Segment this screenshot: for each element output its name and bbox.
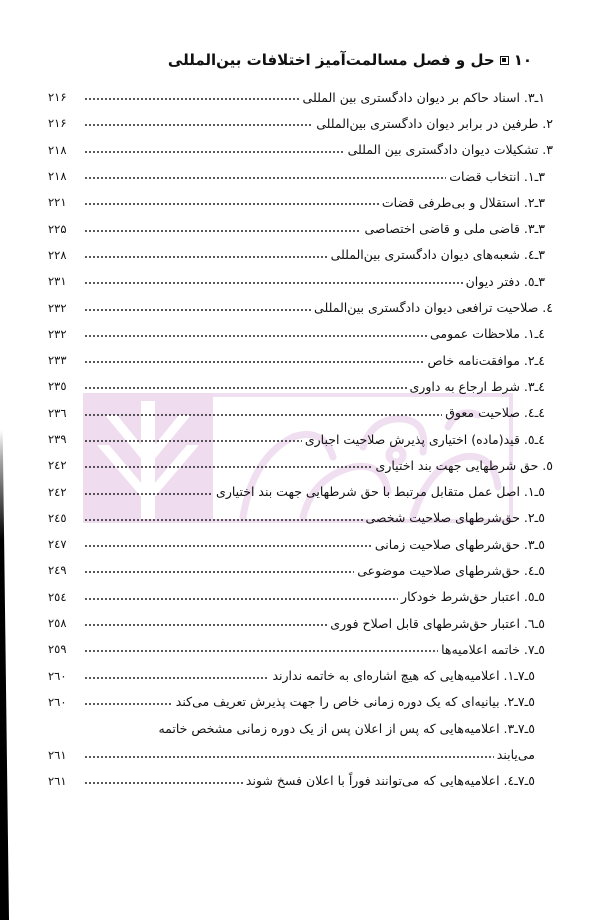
toc-page-number: ۲۱۸ xyxy=(48,142,67,157)
toc-entry[interactable] xyxy=(48,268,553,294)
toc-page-number: ۲۱۶ xyxy=(48,116,67,131)
toc-entry-title: ۳ـ٥. دفتر دیوان xyxy=(465,273,545,289)
toc-entry[interactable] xyxy=(48,557,553,583)
toc-entry[interactable] xyxy=(48,110,553,136)
toc-page-number: ۲٦۰ xyxy=(48,694,67,709)
toc-entry[interactable] xyxy=(48,636,553,662)
toc-entry-title: ٤ـ۱. ملاحظات عمومی xyxy=(430,326,545,342)
dot-leader xyxy=(84,489,213,499)
toc-page-number: ۲٦۱ xyxy=(48,773,67,788)
toc-entry-title: ٥ـ٥. اعتبار حق‌شرط خودکار xyxy=(401,589,545,605)
dot-leader xyxy=(84,94,300,104)
toc-page-number: ۲٤٥ xyxy=(48,510,67,525)
toc-page-number: ۲٤۷ xyxy=(48,537,67,552)
dot-leader xyxy=(84,199,379,209)
toc-entry[interactable] xyxy=(48,294,553,320)
toc-entry[interactable] xyxy=(48,84,553,110)
toc-page-number: ۲۳٦ xyxy=(48,405,67,420)
dot-leader xyxy=(84,357,424,367)
dot-leader xyxy=(84,620,327,630)
dot-leader xyxy=(84,410,442,420)
toc-page-number: ۲٦۰ xyxy=(48,668,67,683)
dot-leader xyxy=(84,173,446,183)
toc-entry-title: ۳ـ۲. استقلال و بی‌طرفی قضات xyxy=(381,194,545,210)
dot-leader xyxy=(84,673,269,683)
toc-page-number: ۲۳۳ xyxy=(48,353,67,368)
toc-entry-title: ۳. تشکیلات دیوان دادگستری بین المللی xyxy=(347,142,553,158)
toc-entry-title: ٥ـ۷ـ۳. اعلامیه‌هایی که پس از اعلان پس از یک دوره زمانی مشخص خاتمه xyxy=(158,720,535,736)
dot-leader xyxy=(84,515,363,525)
toc-page-number: ۲۲۱ xyxy=(48,195,67,210)
toc-entry[interactable] xyxy=(48,741,553,767)
toc-page-number: ۲۳٥ xyxy=(48,379,67,394)
toc-entry-title: ۳ـ۱. انتخاب قضات xyxy=(449,168,545,184)
page-edge-shadow xyxy=(0,430,9,920)
toc-entry[interactable] xyxy=(48,189,553,215)
dot-leader xyxy=(84,567,354,577)
dot-leader xyxy=(84,147,345,157)
toc-page-number: ۲٤۹ xyxy=(48,563,67,578)
toc-entry-title: ۲. طرفین در برابر دیوان دادگستری بین‌المللی xyxy=(316,115,553,131)
toc-entry[interactable] xyxy=(48,478,553,504)
toc-page-number: ۲٥٤ xyxy=(48,589,67,604)
toc-entry-title: ٤ـ٥. قید(ماده) اختیاری پذیرش صلاحیت اجباری xyxy=(304,431,545,447)
toc-entry[interactable] xyxy=(48,663,553,689)
toc-entry[interactable] xyxy=(48,163,553,189)
square-bullet-icon xyxy=(500,56,509,65)
dot-leader xyxy=(84,778,243,788)
toc-page-number: ۲٦۱ xyxy=(48,747,67,762)
running-header xyxy=(168,51,532,69)
toc-entry-title: ٥ـ٦. اعتبار حق‌شرطهای قابل اصلاح فوری xyxy=(330,615,545,631)
dot-leader xyxy=(84,541,372,551)
toc-entry-title: می‌یابند xyxy=(496,747,535,763)
toc-page-number: ۲۳۲ xyxy=(48,300,67,315)
toc-entry-title: ٥ـ٤. حق‌شرطهای صلاحیت موضوعی xyxy=(357,562,545,578)
toc-entry[interactable] xyxy=(48,400,553,426)
dot-leader xyxy=(84,278,463,288)
page-number: ۱۰ xyxy=(513,51,532,69)
toc-page-number: ۲۱۶ xyxy=(48,90,67,105)
toc-page-number: ۲۳۲ xyxy=(48,326,67,341)
dot-leader xyxy=(84,331,427,341)
table-of-contents xyxy=(48,84,553,794)
dot-leader xyxy=(84,752,494,762)
dot-leader xyxy=(84,646,438,656)
toc-entry[interactable] xyxy=(48,426,553,452)
toc-entry-title: ٤ـ۳. شرط ارجاع به داوری xyxy=(409,378,545,394)
book-title: حل و فصل مسالمت‌آمیز اختلافات بین‌المللی xyxy=(167,51,495,69)
dot-leader xyxy=(84,436,302,446)
toc-entry[interactable] xyxy=(48,768,553,794)
toc-page-number: ۲۲۸ xyxy=(48,247,67,262)
toc-entry[interactable] xyxy=(48,689,553,715)
toc-page-number: ۲۳۹ xyxy=(48,432,67,446)
toc-entry[interactable] xyxy=(48,505,553,531)
toc-entry-title: ٥ـ۳. حق‌شرطهای صلاحیت زمانی xyxy=(374,536,545,552)
dot-leader xyxy=(84,226,361,236)
toc-entry[interactable] xyxy=(48,137,553,163)
dot-leader xyxy=(84,383,407,393)
dot-leader xyxy=(84,594,398,604)
toc-page-number: ۲۲۵ xyxy=(48,221,67,236)
toc-page-number: ۲٥۸ xyxy=(48,616,67,631)
toc-page-number: ۲۳۱ xyxy=(48,274,67,289)
toc-page-number: ۲٤۲ xyxy=(48,458,67,473)
toc-entry[interactable] xyxy=(48,531,553,557)
toc-entry-title: ۳ـ۳. قاضی ملی و قاضی اختصاصی xyxy=(364,221,545,237)
toc-entry[interactable] xyxy=(48,373,553,399)
toc-entry-title: ٥ـ۷ـ٤. اعلامیه‌هایی که می‌توانند فوراً با اعلان فسخ شوند xyxy=(245,773,535,789)
toc-page-number: ۲٤۲ xyxy=(48,484,67,499)
toc-entry[interactable] xyxy=(48,242,553,268)
toc-entry[interactable] xyxy=(48,584,553,610)
dot-leader xyxy=(84,120,313,130)
dot-leader xyxy=(84,252,328,262)
toc-entry-title: ٥ـ۲. حق‌شرطهای صلاحیت شخصی xyxy=(365,510,545,526)
toc-entry[interactable] xyxy=(48,347,553,373)
dot-leader xyxy=(84,305,311,315)
dot-leader xyxy=(84,699,173,709)
toc-entry-title: ٥ـ۱. اصل عمل متقابل مرتبط با حق شرطهایی جهت بند اختیاری xyxy=(216,484,545,500)
toc-entry[interactable] xyxy=(48,321,553,347)
toc-entry[interactable] xyxy=(48,215,553,241)
toc-entry-title: ٥ـ۷. خاتمه اعلامیه‌ها xyxy=(441,641,545,657)
toc-entry[interactable] xyxy=(48,610,553,636)
toc-entry[interactable] xyxy=(48,715,553,741)
toc-entry[interactable] xyxy=(48,452,553,478)
toc-page-number: ۲٥۹ xyxy=(48,642,67,657)
toc-entry-title: ٥ـ۷ـ۱. اعلامیه‌هایی که هیچ اشاره‌ای به خاتمه ندارند xyxy=(272,668,535,684)
toc-entry-title: ۱ـ۳. اسناد حاکم بر دیوان دادگستری بین المللی xyxy=(302,89,545,105)
toc-entry-title: ٥ـ۷ـ۲. بیانیه‌ای که یک دوره زمانی خاص را جهت پذیرش تعریف می‌کند xyxy=(175,694,535,710)
dot-leader xyxy=(84,462,373,472)
toc-entry-title: ۳ـ٤. شعبه‌های دیوان دادگستری بین‌المللی xyxy=(330,247,545,263)
toc-entry-title: ٥. حق شرطهایی جهت بند اختیاری xyxy=(375,457,553,473)
toc-page-number: ۲۱۸ xyxy=(48,169,67,184)
toc-entry-title: ٤. صلاحیت ترافعی دیوان دادگستری بین‌المللی xyxy=(314,300,553,316)
toc-entry-title: ٤ـ۲. موافقت‌نامه خاص xyxy=(427,352,545,368)
toc-entry-title: ٤ـ٤. صلاحیت معوق xyxy=(445,405,545,421)
